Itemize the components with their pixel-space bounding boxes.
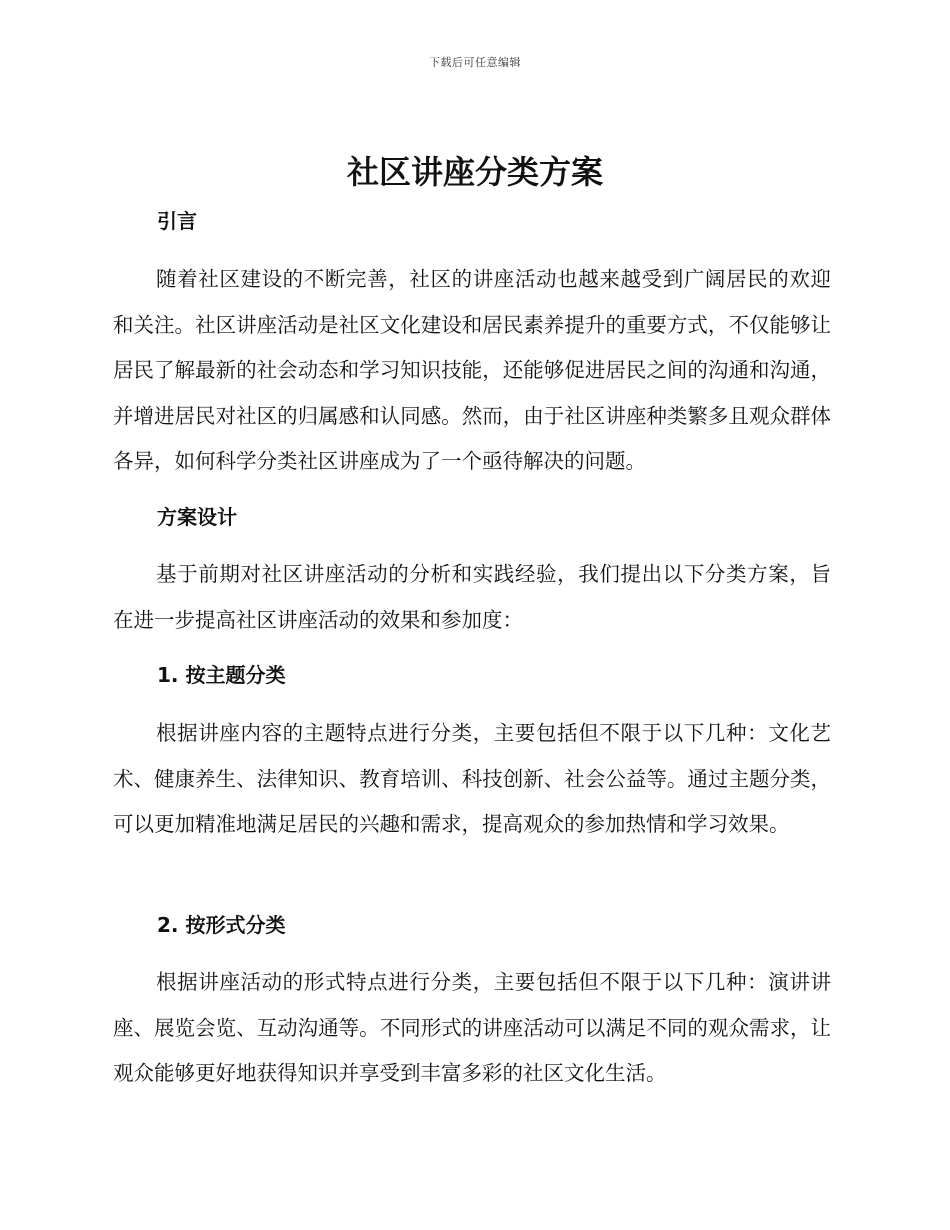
section-heading-by-theme: 1. 按主题分类 <box>157 663 286 687</box>
header-note: 下载后可任意编辑 <box>429 56 521 69</box>
section-paragraph-by-format: 根据讲座活动的形式特点进行分类，主要包括但不限于以下几种：演讲讲座、展览会览、互动沟通等。不同形式的讲座活动可以满足不同的观众需求，让观众能够更好地获得知识并享受到丰富多彩的社区文化生活。 <box>113 970 831 1085</box>
document-title: 社区讲座分类方案 <box>346 153 603 191</box>
section-paragraph-by-theme: 根据讲座内容的主题特点进行分类，主要包括但不限于以下几种：文化艺术、健康养生、法律知识、教育培训、科技创新、社会公益等。通过主题分类，可以更加精准地满足居民的兴趣和需求，提高观众的参加热情和学习效果。 <box>113 721 831 836</box>
section-heading-intro: 引言 <box>157 209 197 233</box>
section-heading-by-format: 2. 按形式分类 <box>157 913 286 937</box>
section-paragraph-intro: 随着社区建设的不断完善，社区的讲座活动也越来越受到广阔居民的欢迎和关注。社区讲座活动是社区文化建设和居民素养提升的重要方式，不仅能够让居民了解最新的社会动态和学习知识技能，还能够促进居民之间的沟通和沟通，并增进居民对社区的归属感和认同感。然而，由于社区讲座种类繁多且观众群体各异，如何科学分类社区讲座成为了一个亟待解决的问题。 <box>113 267 831 473</box>
section-paragraph-design: 基于前期对社区讲座活动的分析和实践经验，我们提出以下分类方案，旨在进一步提高社区讲座活动的效果和参加度： <box>113 562 831 632</box>
section-heading-design: 方案设计 <box>157 505 237 529</box>
